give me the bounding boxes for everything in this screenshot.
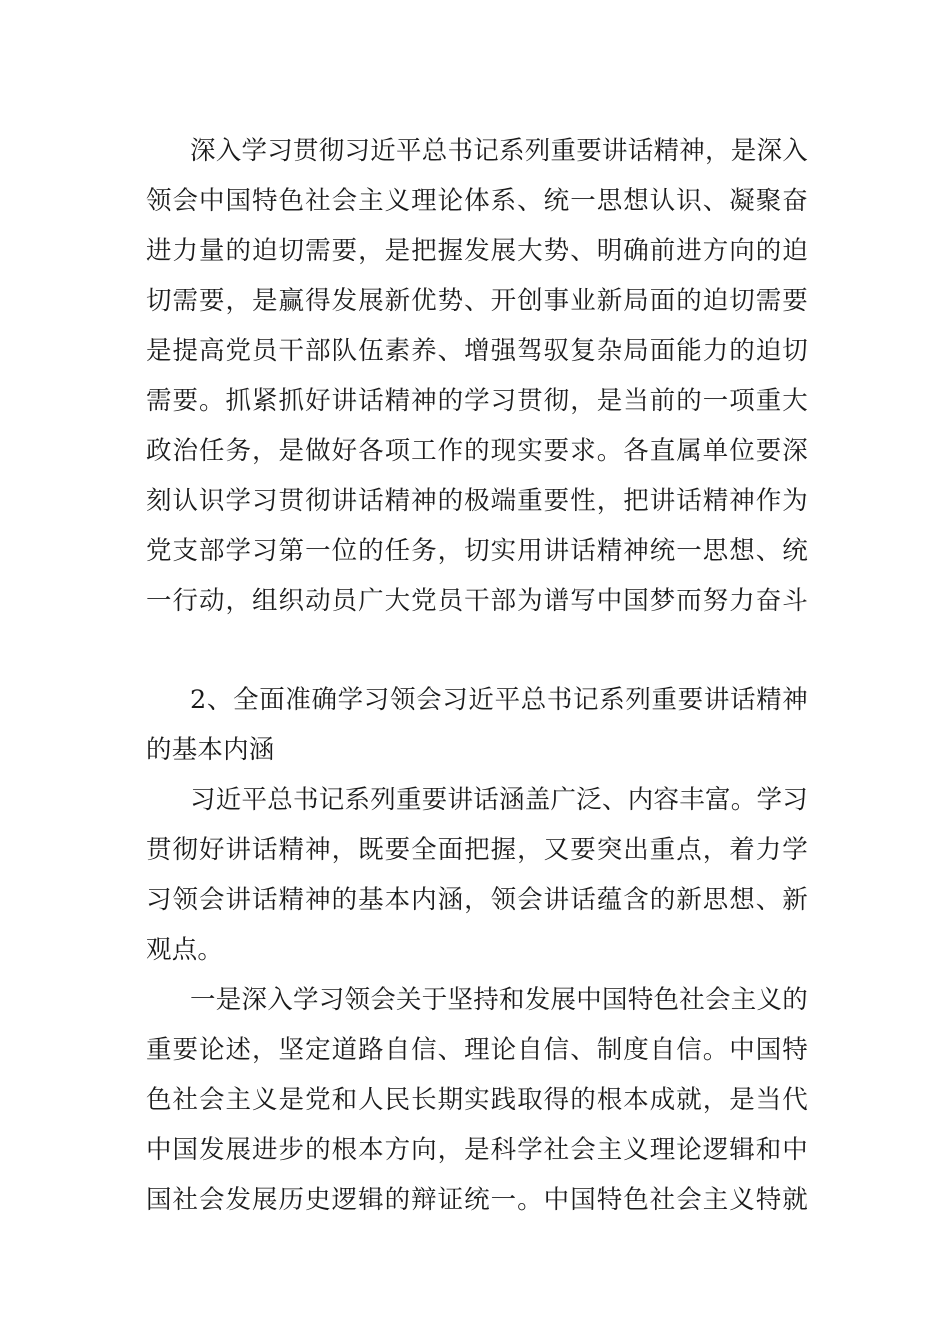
paragraph-line: 刻认识学习贯彻讲话精神的极端重要性，把讲话精神作为 xyxy=(146,486,808,516)
heading-line: 2、全面准确学习领会习近平总书记系列重要讲话精神 xyxy=(190,685,808,715)
paragraph-line: 中国发展进步的根本方向，是科学社会主义理论逻辑和中 xyxy=(146,1135,808,1165)
paragraph-line: 需要。抓紧抓好讲话精神的学习贯彻，是当前的一项重大 xyxy=(146,386,808,416)
paragraph-line: 观点。 xyxy=(146,935,224,965)
heading-line: 的基本内涵 xyxy=(146,735,275,765)
paragraph-line: 色社会主义是党和人民长期实践取得的根本成就，是当代 xyxy=(146,1085,808,1115)
paragraph-line: 国社会发展历史逻辑的辩证统一。中国特色社会主义特就 xyxy=(146,1185,808,1215)
paragraph-line: 习近平总书记系列重要讲话涵盖广泛、内容丰富。学习 xyxy=(190,785,808,815)
paragraph-line: 是提高党员干部队伍素养、增强驾驭复杂局面能力的迫切 xyxy=(146,336,808,366)
paragraph-line: 一是深入学习领会关于坚持和发展中国特色社会主义的 xyxy=(190,985,808,1015)
paragraph-line: 进力量的迫切需要，是把握发展大势、明确前进方向的迫 xyxy=(146,236,808,266)
paragraph-line: 深入学习贯彻习近平总书记系列重要讲话精神，是深入 xyxy=(190,136,808,166)
paragraph-line: 领会中国特色社会主义理论体系、统一思想认识、凝聚奋 xyxy=(146,186,808,216)
paragraph-line: 一行动，组织动员广大党员干部为谱写中国梦而努力奋斗 xyxy=(146,586,808,616)
paragraph-line: 重要论述，坚定道路自信、理论自信、制度自信。中国特 xyxy=(146,1035,808,1065)
paragraph-line: 党支部学习第一位的任务，切实用讲话精神统一思想、统 xyxy=(146,536,808,566)
paragraph-line: 贯彻好讲话精神，既要全面把握，又要突出重点，着力学 xyxy=(146,835,808,865)
paragraph-line: 习领会讲话精神的基本内涵，领会讲话蕴含的新思想、新 xyxy=(146,885,808,915)
paragraph-line: 切需要，是赢得发展新优势、开创事业新局面的迫切需要 xyxy=(146,286,808,316)
paragraph-line: 政治任务，是做好各项工作的现实要求。各直属单位要深 xyxy=(146,436,808,466)
